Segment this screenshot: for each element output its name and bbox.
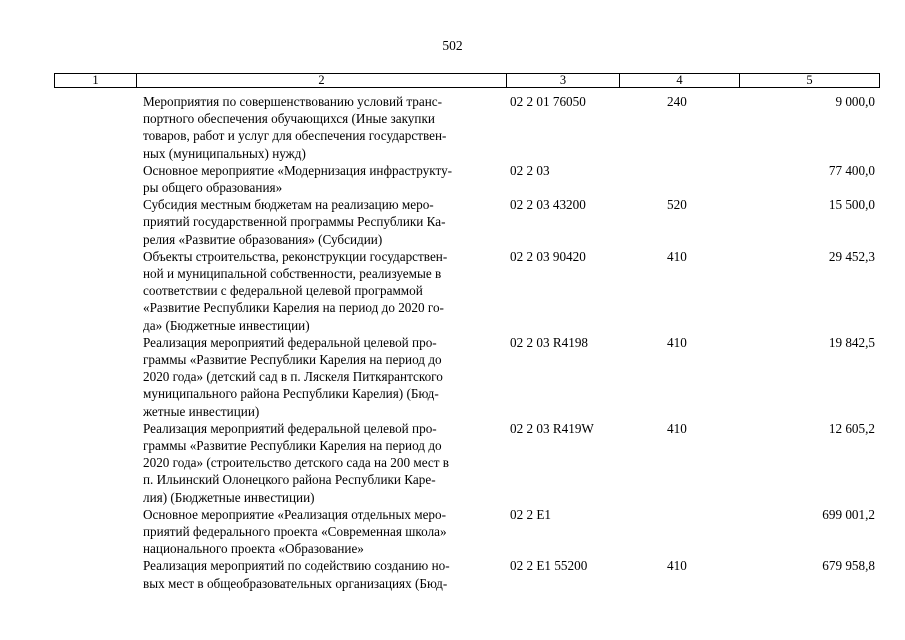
- row-name-line: ры общего образования»: [143, 180, 283, 195]
- row-name-line: жетные инвестиции): [143, 403, 260, 419]
- row-amount: 15 500,0: [828, 197, 875, 213]
- row-name-line: ной и муниципальной собственности, реализуемые в: [143, 265, 442, 281]
- row-amount: 29 452,3: [828, 248, 875, 264]
- row-code: 02 2 E1 55200: [510, 558, 588, 574]
- row-name-line: Субсидия местным бюджетам на реализацию меро-: [143, 197, 434, 213]
- row-name-line: 2020 года» (строительство детского сада на 200 мест в: [143, 455, 450, 471]
- table-row: [0, 162, 905, 196]
- row-code: 02 2 E1: [510, 506, 552, 522]
- table-row: [0, 506, 905, 558]
- table-row: [0, 557, 905, 591]
- row-name-line: Основное мероприятие «Реализация отдельных меро-: [143, 506, 447, 522]
- row-amount: 12 605,2: [828, 420, 875, 436]
- row-code: 02 2 03 90420: [510, 248, 586, 264]
- row-name-line: приятий государственной программы Республики Ка-: [143, 214, 446, 230]
- row-amount: 699 001,2: [822, 506, 875, 522]
- table-header: [54, 73, 880, 88]
- row-name-line: вых мест в общеобразовательных организациях (Бюд-: [143, 575, 448, 591]
- page-number: 502: [442, 38, 463, 53]
- table-row: [0, 248, 905, 334]
- row-name-line: национального проекта «Образование»: [143, 541, 364, 557]
- table-row: [0, 93, 905, 162]
- row-name-line: граммы «Развитие Республики Карелия на период до: [143, 437, 442, 453]
- row-name-line: Мероприятия по совершенствованию условий транс-: [143, 94, 443, 109]
- row-name-line: портного обеспечения обучающихся (Иные закупки: [143, 111, 435, 127]
- row-name-line: «Развитие Республики Карелия на период до 2020 го-: [143, 300, 444, 316]
- row-name: [143, 557, 498, 591]
- row-name-line: 2020 года» (детский сад в п. Ляскеля Питкярантского: [143, 369, 443, 385]
- row-name: [143, 506, 498, 558]
- row-amount: 9 000,0: [835, 94, 875, 109]
- row-type: 410: [667, 248, 687, 264]
- row-code: 02 2 03 R4198: [510, 334, 589, 350]
- column-header-3: 3: [507, 74, 620, 87]
- row-name-line: Основное мероприятие «Модернизация инфраструкту-: [143, 162, 453, 178]
- row-type: 410: [667, 558, 687, 574]
- row-name-line: товаров, работ и услуг для обеспечения государствен-: [143, 128, 447, 144]
- row-name-line: приятий федерального проекта «Современная школа»: [143, 523, 447, 539]
- row-name-line: п. Ильинский Олонецкого района Республики Каре-: [143, 472, 436, 488]
- row-name-line: ных (муниципальных) нужд): [143, 145, 306, 161]
- row-name: [143, 93, 498, 162]
- row-name-line: лия) (Бюджетные инвестиции): [143, 489, 315, 505]
- row-type: 240: [667, 94, 687, 109]
- row-name-line: Объекты строительства, реконструкции государствен-: [143, 248, 448, 264]
- row-type: 520: [667, 197, 687, 213]
- table-row: [0, 196, 905, 248]
- column-header-4: 4: [620, 74, 740, 87]
- column-header-5: 5: [806, 73, 813, 87]
- row-name: [143, 248, 498, 334]
- table-body: [0, 93, 905, 592]
- row-code: 02 2 03: [510, 162, 550, 178]
- row-amount: 19 842,5: [828, 334, 875, 350]
- row-name-line: Реализация мероприятий федеральной целевой про-: [143, 420, 437, 436]
- row-name-line: муниципального района Республики Карелия) (Бюд-: [143, 386, 439, 402]
- column-header-1: 1: [55, 74, 137, 87]
- row-name: [143, 162, 498, 196]
- row-name-line: релия «Развитие образования» (Субсидии): [143, 231, 383, 247]
- row-code: 02 2 03 R419W: [510, 420, 594, 436]
- row-type: 410: [667, 420, 687, 436]
- row-name: [143, 196, 498, 248]
- row-code: 02 2 03 43200: [510, 197, 586, 213]
- table-row: [0, 420, 905, 506]
- column-header-2: 2: [137, 74, 507, 87]
- row-name: [143, 334, 498, 420]
- row-name-line: соответствии с федеральной целевой программой: [143, 283, 423, 299]
- row-name-line: Реализация мероприятий по содействию созданию но-: [143, 558, 450, 574]
- table-row: [0, 334, 905, 420]
- row-amount: 77 400,0: [828, 162, 875, 178]
- row-name-line: Реализация мероприятий федеральной целевой про-: [143, 334, 437, 350]
- row-name-line: граммы «Развитие Республики Карелия на период до: [143, 351, 442, 367]
- row-type: 410: [667, 334, 687, 350]
- row-name: [143, 420, 498, 506]
- row-name-line: да» (Бюджетные инвестиции): [143, 317, 310, 333]
- row-amount: 679 958,8: [822, 558, 875, 574]
- row-code: 02 2 01 76050: [510, 94, 586, 109]
